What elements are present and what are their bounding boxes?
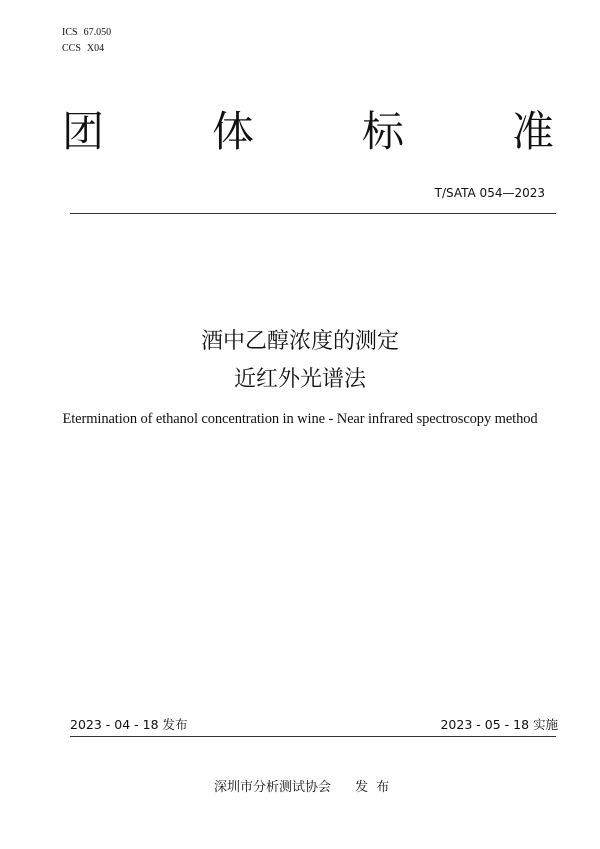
standard-type-char: 准 (511, 107, 554, 156)
top-divider (70, 213, 556, 214)
ccs-value: X04 (86, 43, 105, 54)
ics-code (62, 25, 111, 41)
standard-number: T/SATA 054—2023 (434, 186, 545, 200)
issuer-name: 深圳市分析测试协会 (214, 780, 332, 795)
ics-label: ICS (62, 27, 78, 38)
standard-type-heading (62, 106, 554, 158)
chinese-title-line-2: 近红外光谱法 (233, 367, 366, 392)
ccs-code (62, 41, 111, 57)
english-title: Etermination of ethanol concentration in wine - Near infrared spectroscopy method (62, 411, 538, 427)
standard-type-char: 团 (62, 107, 105, 156)
ccs-label: CCS (62, 43, 81, 54)
bottom-divider (70, 736, 556, 737)
implement-date: 2023 - 05 - 18 实施 (440, 717, 558, 732)
issuer (214, 776, 389, 795)
standard-type-char: 标 (361, 107, 404, 156)
standard-type-char: 体 (211, 107, 254, 156)
issuer-action: 发 布 (355, 780, 390, 795)
publish-date: 2023 - 04 - 18 发布 (70, 717, 188, 732)
ics-value: 67.050 (83, 27, 112, 38)
chinese-title-line-1: 酒中乙醇浓度的测定 (200, 329, 399, 354)
classification-codes (62, 25, 111, 57)
